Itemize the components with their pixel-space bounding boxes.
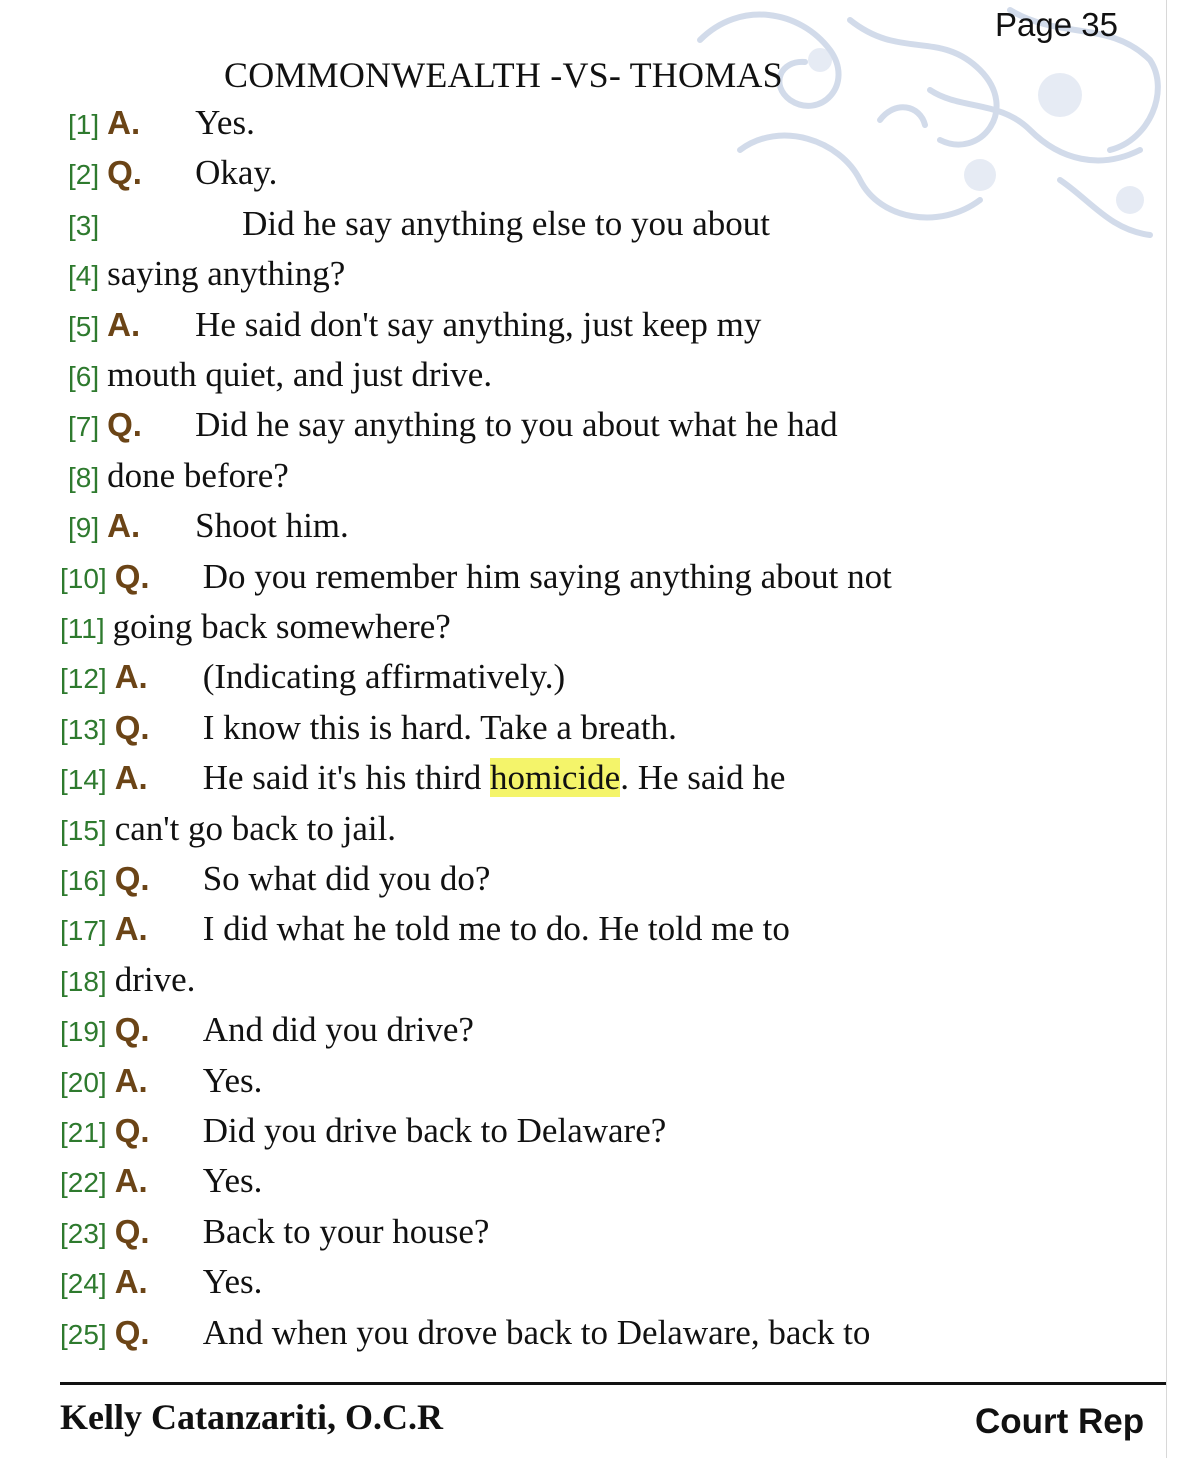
- speaker-question: Q.: [114, 557, 150, 595]
- line-text: He said don't say anything, just keep my: [195, 304, 762, 344]
- transcript-line: [60, 960, 195, 1008]
- speaker-question: Q.: [114, 860, 150, 897]
- line-text: Okay.: [195, 153, 278, 193]
- line-text: Yes.: [202, 1060, 263, 1100]
- speaker-answer: A.: [114, 759, 148, 797]
- line-number: [3]: [68, 209, 100, 241]
- footer-rule: [60, 1382, 1166, 1385]
- line-text: can't go back to jail.: [114, 808, 397, 848]
- line-number: [18]: [60, 965, 107, 997]
- transcript-line: [60, 607, 451, 655]
- line-number: [23]: [60, 1217, 107, 1249]
- transcript-line: [60, 657, 565, 705]
- transcript-line: [68, 355, 492, 403]
- line-text-before: He said it's his third: [202, 758, 490, 798]
- line-number: [16]: [60, 865, 107, 896]
- line-text: Did he say anything to you about what he had: [195, 405, 838, 445]
- line-number: [25]: [60, 1318, 107, 1350]
- transcript-line: [60, 557, 892, 605]
- line-number: [19]: [60, 1016, 107, 1048]
- line-number: [2]: [68, 159, 100, 191]
- page-number: Page 35: [995, 6, 1118, 43]
- transcript-line: [68, 506, 349, 554]
- transcript-line: [60, 1111, 666, 1159]
- transcript-line: [68, 153, 277, 201]
- line-text: Did you drive back to Delaware?: [202, 1111, 667, 1150]
- line-number: [8]: [68, 461, 100, 493]
- line-number: [13]: [60, 713, 107, 745]
- transcript-line: [60, 859, 490, 907]
- speaker-answer: A.: [114, 910, 148, 948]
- speaker-question: Q.: [107, 406, 142, 444]
- speaker-question: Q.: [114, 1212, 150, 1250]
- line-number: [4]: [68, 260, 100, 292]
- line-number: [15]: [60, 814, 107, 846]
- line-text: Yes.: [202, 1262, 263, 1302]
- line-text: So what did you do?: [202, 859, 491, 898]
- page-edge: [1166, 0, 1196, 1458]
- speaker-answer: A.: [114, 1263, 148, 1301]
- transcript-line: [60, 809, 396, 857]
- line-number: [9]: [68, 512, 100, 544]
- line-text: saying anything?: [107, 254, 346, 294]
- speaker-answer: A.: [107, 305, 141, 343]
- line-number: [5]: [68, 310, 100, 342]
- speaker-question: Q.: [114, 1112, 150, 1149]
- line-text: Back to your house?: [202, 1211, 490, 1251]
- line-number: [20]: [60, 1066, 107, 1098]
- line-number: [1]: [68, 109, 100, 140]
- line-text: I did what he told me to do. He told me to: [202, 909, 790, 949]
- case-title: COMMONWEALTH -VS- THOMAS: [224, 55, 783, 95]
- line-number: [6]: [68, 361, 100, 392]
- transcript-line: [60, 1161, 262, 1209]
- transcript-line: [68, 405, 838, 453]
- transcript-line: [60, 758, 785, 806]
- reporter-name: Kelly Catanzariti, O.C.R: [60, 1397, 443, 1437]
- court-reporter-label: Court Rep: [975, 1402, 1145, 1441]
- line-number: [14]: [60, 764, 107, 796]
- line-number: [21]: [60, 1117, 107, 1148]
- transcript-line: [60, 1212, 489, 1260]
- line-text: Did he say anything else to you about: [242, 203, 770, 243]
- speaker-answer: A.: [107, 104, 141, 141]
- line-text: (Indicating affirmatively.): [202, 657, 566, 697]
- line-text-after: . He said he: [620, 758, 786, 798]
- speaker-answer: A.: [114, 1061, 148, 1099]
- line-text: drive.: [114, 959, 196, 999]
- line-text: Shoot him.: [195, 506, 349, 546]
- speaker-answer: A.: [114, 1162, 148, 1200]
- transcript-line: [68, 254, 345, 302]
- speaker-question: Q.: [114, 708, 150, 746]
- line-number: [12]: [60, 663, 107, 695]
- highlighted-word: homicide: [489, 758, 621, 798]
- line-number: [10]: [60, 562, 107, 594]
- transcript-line: [68, 204, 770, 252]
- transcript-line: [60, 1010, 474, 1058]
- line-number: [24]: [60, 1268, 107, 1300]
- transcript-line: [60, 1313, 870, 1361]
- line-number: [11]: [60, 613, 105, 644]
- line-number: [22]: [60, 1167, 107, 1199]
- speaker-answer: A.: [107, 507, 141, 545]
- line-text: done before?: [107, 455, 289, 495]
- speaker-answer: A.: [114, 658, 148, 696]
- line-text: And when you drove back to Delaware, back to: [202, 1312, 871, 1352]
- line-text: And did you drive?: [202, 1010, 474, 1050]
- line-text: Do you remember him saying anything about not: [202, 556, 892, 596]
- transcript-line: [60, 909, 790, 957]
- transcript-line: [60, 1262, 262, 1310]
- transcript-line: [60, 708, 677, 756]
- line-text: going back somewhere?: [112, 607, 451, 646]
- line-text: Yes.: [202, 1161, 263, 1201]
- transcript-line: [68, 103, 255, 151]
- transcript-line: [68, 456, 289, 504]
- line-text: mouth quiet, and just drive.: [107, 355, 493, 394]
- line-text: [203, 758, 786, 798]
- transcript-line: [60, 1061, 262, 1109]
- speaker-question: Q.: [114, 1313, 150, 1351]
- line-number: [7]: [68, 411, 100, 443]
- speaker-question: Q.: [107, 154, 142, 192]
- line-text: I know this is hard. Take a breath.: [202, 707, 677, 747]
- speaker-question: Q.: [114, 1011, 150, 1049]
- line-text: Yes.: [195, 103, 255, 142]
- line-number: [17]: [60, 915, 107, 947]
- transcript-line: [68, 305, 761, 353]
